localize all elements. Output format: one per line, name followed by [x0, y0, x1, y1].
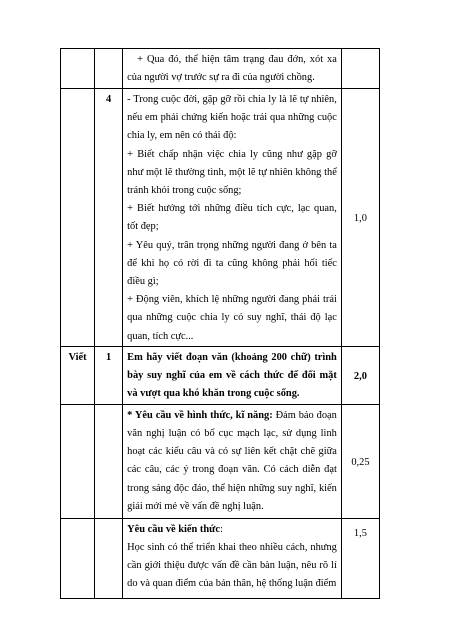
content-line: Học sinh có thể triển khai theo nhiều cách, nhưng cần giới thiệu được vấn đề cần bàn luận, nêu rõ lí do và quan điểm của bản thân, hệ thống luận điểm	[127, 542, 337, 590]
requirement-text: Đảm bảo đoạn văn nghị luận có bố cục mạch lạc, sử dụng linh hoạt các kiểu câu và có sự liên kết chặt chẽ giữa các câu, các ý trong đoạn văn. Có cách diễn đạt trong sáng độc đáo, thể hiện những suy nghĩ, kiến giải mới mẻ về vấn đề nghị luận.	[127, 409, 337, 512]
number-cell	[95, 346, 123, 404]
content-line: - Trong cuộc đời, gặp gỡ rồi chia ly là lẽ tự nhiên, nếu em phải chứng kiến hoặc trải qua những cuộc chia ly, em nên có thái độ:	[127, 94, 337, 142]
number-cell	[95, 404, 123, 518]
score-value: 1,0	[353, 213, 367, 225]
score-value: 0,25	[351, 457, 370, 469]
table-row	[61, 89, 380, 347]
section-cell	[61, 404, 95, 518]
content-cell	[123, 518, 342, 598]
section-cell	[61, 346, 95, 404]
content-line	[127, 407, 337, 516]
table-row	[61, 49, 380, 89]
content-line	[127, 521, 337, 539]
table-row	[61, 346, 380, 404]
table-row	[61, 404, 380, 518]
section-cell	[61, 49, 95, 89]
content-line: + Yêu quý, trân trọng những người đang ở bên ta để khi họ có rời đi ta cũng không phải hối tiếc điều gì;	[127, 239, 337, 288]
score-cell	[341, 518, 379, 598]
score-cell	[341, 49, 379, 89]
content-cell	[123, 346, 342, 404]
content-line: + Biết hướng tới những điều tích cực, lạc quan, tốt đẹp;	[127, 203, 337, 233]
content-line: + Biết chấp nhận việc chia ly cũng như gặp gỡ như một lẽ thường tình, một lẽ tự nhiên không thể tránh khỏi trong cuộc sống;	[127, 148, 337, 197]
section-label: Viết	[68, 351, 87, 363]
score-value: 1,5	[353, 527, 367, 539]
number-cell	[95, 49, 123, 89]
score-cell	[341, 404, 379, 518]
content-cell	[123, 404, 342, 518]
number-cell	[95, 89, 123, 347]
section-cell	[61, 518, 95, 598]
score-cell	[341, 346, 379, 404]
content-line: + Qua đó, thể hiện tâm trạng đau đớn, xót xa của người vợ trước sự ra đi của người chồng.	[127, 54, 337, 84]
answer-key-table	[60, 48, 380, 599]
requirement-heading: * Yêu cầu về hình thức, kĩ năng:	[127, 409, 273, 421]
section-cell	[61, 89, 95, 347]
content-cell	[123, 49, 342, 89]
question-number: 1	[106, 351, 112, 363]
number-cell	[95, 518, 123, 598]
table-row	[61, 518, 380, 598]
requirement-heading: Yêu cầu về kiến thức	[127, 523, 220, 535]
requirement-text: :	[220, 523, 223, 535]
score-cell	[341, 89, 379, 347]
score-value: 2,0	[353, 371, 367, 383]
content-cell	[123, 89, 342, 347]
prompt-text: Em hãy viết đoạn văn (khoảng 200 chữ) trình bày suy nghĩ của em về cách thức để đối mặt và vượt qua khó khăn trong cuộc sống.	[127, 351, 337, 400]
content-line: + Động viên, khích lệ những người đang phải trải qua những cuộc chia ly có suy nghĩ, thái độ lạc quan, tích cực...	[127, 294, 337, 342]
question-number: 4	[106, 94, 112, 105]
